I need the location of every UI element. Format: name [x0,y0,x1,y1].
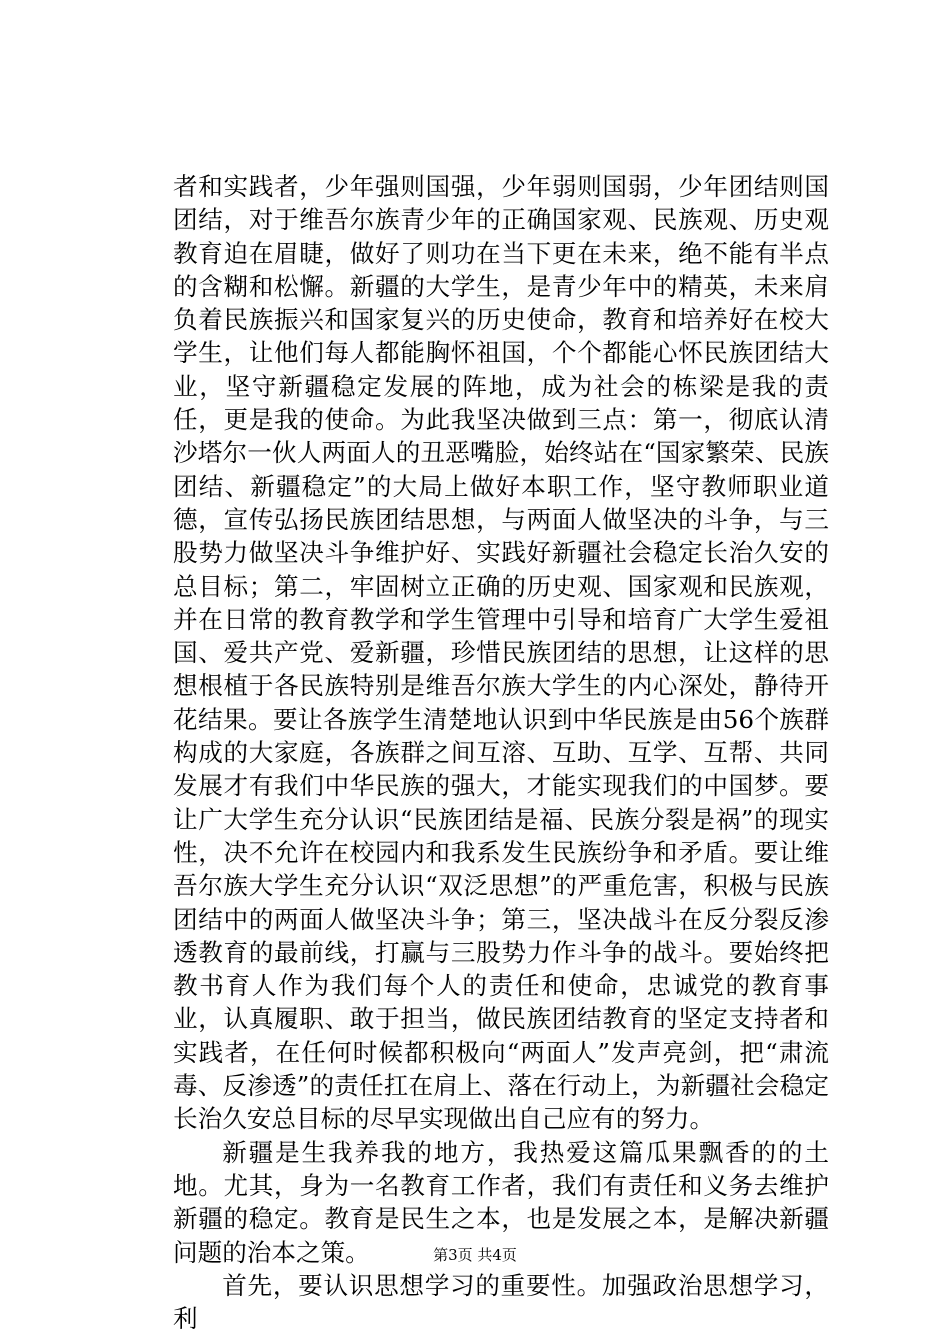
page-number-footer: 第3页 共4页 [433,1246,517,1264]
paragraph-continued: 者和实践者，少年强则国强，少年弱则国弱，少年团结则国团结，对于维吾尔族青少年的正确国家观、民族观、历史观教育迫在眉睫，做好了则功在当下更在未来，绝不能有半点的含糊和松懈。新疆的大学生，是青少年中的精英，未来肩负着民族振兴和国家复兴的历史使命，教育和培养好在校大学生，让他们每人都能胸怀祖国，个个都能心怀民族团结大业，坚守新疆稳定发展的阵地，成为社会的栋梁是我的责任，更是我的使命。为此我坚决做到三点：第一，彻底认清沙塔尔一伙人两面人的丑恶嘴脸，始终站在“国家繁荣、民族团结、新疆稳定”的大局上做好本职工作，坚守教师职业道德，宣传弘扬民族团结思想，与两面人做坚决的斗争，与三股势力做坚决斗争维护好、实践好新疆社会稳定长治久安的总目标；第二，牢固树立正确的历史观、国家观和民族观，并在日常的教育教学和学生管理中引导和培育广大学生爱祖国、爱共产党、爱新疆，珍惜民族团结的思想，让这样的思想根植于各民族特别是维吾尔族大学生的内心深处，静待开花结果。要让各族学生清楚地认识到中华民族是由56个族群构成的大家庭，各族群之间互溶、互助、互学、互帮、共同发展才有我们中华民族的强大，才能实现我们的中国梦。要让广大学生充分认识“民族团结是福、民族分裂是祸”的现实性，决不允许在校园内和我系发生民族纷争和矛盾。要让维吾尔族大学生充分认识“双泛思想”的严重危害，积极与民族团结中的两面人做坚决斗争；第三，坚决战斗在反分裂反渗透教育的最前线，打赢与三股势力作斗争的战斗。要始终把教书育人作为我们每个人的责任和使命，忠诚党的教育事业，认真履职、敢于担当，做民族团结教育的坚定支持者和实践者，在任何时候都积极向“两面人”发声亮剑，把“肃流毒、反渗透”的责任扛在肩上、落在行动上，为新疆社会稳定长治久安总目标的尽早实现做出自己应有的努力。 [173,172,829,1134]
paragraph-xinjiang-homeland: 新疆是生我养我的地方，我热爱这篇瓜果飘香的的土地。尤其，身为一名教育工作者，我们有责任和义务去维护新疆的稳定。教育是民生之本，也是发展之本，是解决新疆问题的治本之策。 [173,1137,829,1267]
document-body [173,170,829,1335]
paragraph-first-point: 首先，要认识思想学习的重要性。加强政治思想学习，利 [173,1270,829,1334]
